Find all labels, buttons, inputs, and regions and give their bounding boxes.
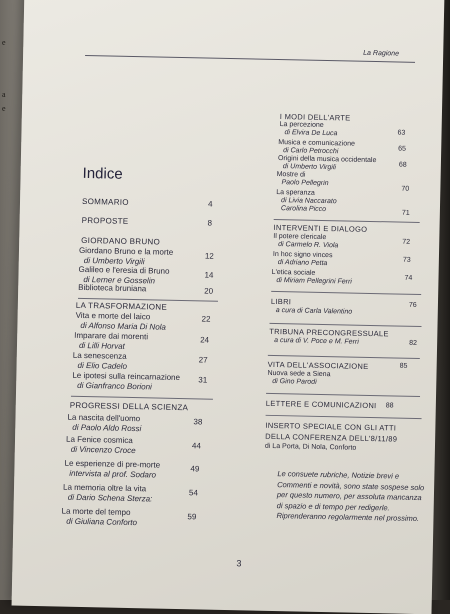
section-modi-arte: I MODI DELL'ARTE — [279, 112, 351, 123]
section-lettere: LETTERE E COMUNICAZIONI — [265, 398, 377, 411]
page-ref: 71 — [401, 209, 410, 217]
toc-entry — [267, 370, 330, 387]
entry-author: intervista al prof. Sodaro — [69, 468, 157, 480]
entry-title: L'etica sociale — [271, 268, 316, 277]
entry-title: Mostre di — [276, 170, 306, 179]
page-ref: 24 — [200, 335, 210, 345]
toc-entry — [278, 139, 355, 157]
page-ref: 44 — [191, 441, 201, 451]
section-rule — [271, 291, 421, 295]
entry-author: Carolina Picco — [280, 205, 327, 214]
toc-entry — [79, 246, 174, 267]
entry-author: di Carlo Petrocchi — [283, 147, 339, 156]
toc-entry — [78, 283, 146, 294]
toc-entry — [64, 459, 160, 480]
entry-author: di Giuliana Conforto — [66, 516, 138, 527]
adjacent-page-glyph: e — [2, 104, 6, 113]
entry-title: La nascita dell'uomo — [67, 412, 141, 424]
page-number: 3 — [236, 558, 242, 569]
page-ref: 54 — [188, 488, 198, 498]
section-tribuna: TRIBUNA PRECONGRESSUALE — [269, 326, 389, 339]
section-proposte: PROPOSTE — [81, 215, 129, 226]
toc-entry — [279, 121, 337, 138]
section-interventi: INTERVENTI E DIALOGO — [273, 222, 368, 234]
section-vita-associazione: VITA DELL'ASSOCIAZIONE — [267, 359, 369, 371]
entry-title: Imparare dai morenti — [74, 330, 149, 342]
page-ref: 22 — [201, 314, 211, 324]
section-rule — [266, 415, 422, 419]
entry-title: In hoc signo vinces — [272, 250, 333, 260]
entry-author: di Livia Naccarato — [281, 197, 337, 206]
entry-author: di Paolo Aldo Rossi — [72, 422, 142, 433]
running-title: La Ragione — [363, 49, 400, 58]
toc-entry — [66, 435, 136, 455]
entry-author: di Umberto Virgili — [83, 255, 145, 266]
entry-author: di Gianfranco Borioni — [77, 380, 152, 391]
entry-title: Le esperienze di pre-morte — [64, 458, 161, 470]
page-ref: 59 — [187, 512, 197, 522]
toc-entry — [75, 311, 166, 332]
entry-author: a cura di V. Poce e M. Ferri — [274, 336, 359, 346]
entry-author: di Dario Schena Sterza: — [67, 492, 153, 503]
toc-entry — [265, 443, 357, 453]
adjacent-page-glyph: a — [2, 90, 6, 99]
entry-author: di Lerner e Gosselin — [83, 274, 156, 285]
page-ref: 73 — [402, 256, 411, 264]
entry-title: Biblioteca bruniana — [78, 282, 147, 294]
entry-author: di Lilli Horvat — [78, 340, 125, 351]
page-ref: 38 — [193, 417, 203, 427]
toc-entry — [74, 331, 148, 352]
page-ref: 85 — [399, 362, 408, 370]
toc-entry — [67, 413, 141, 434]
page-ref: 8 — [207, 218, 213, 228]
page-ref: 4 — [207, 199, 213, 209]
entry-author: di Miriam Pellegrini Ferri — [276, 277, 352, 286]
entry-title: Vita e morte del laico — [75, 310, 151, 322]
toc-entry — [61, 507, 137, 528]
toc-entry — [276, 171, 328, 188]
entry-author: di Adriano Petta — [277, 259, 328, 268]
entry-title: La senescenza — [72, 350, 127, 361]
toc-entry — [273, 233, 339, 250]
entry-title: La memoria oltre la vita — [62, 482, 147, 494]
page-ref: 20 — [204, 286, 214, 296]
section-inserto: INSERTO SPECIALE CON GLI ATTI — [265, 420, 397, 433]
entry-title: Nuova sede a Siena — [267, 369, 331, 379]
entry-author: di Umberto Virgili — [282, 163, 337, 172]
page-ref: 12 — [204, 251, 214, 261]
section-inserto-line2: DELLA CONFERENZA DELL'8/11/89 — [265, 431, 398, 444]
entry-title: La speranza — [276, 188, 315, 197]
page-ref: 68 — [398, 161, 407, 169]
toc-entry — [63, 483, 153, 504]
entry-author: di Elvira De Luca — [284, 129, 338, 138]
section-libri: LIBRI — [270, 296, 292, 307]
entry-title: Musica e comunicazione — [278, 139, 356, 148]
entry-title: Il potere clericale — [273, 232, 327, 242]
section-rule — [71, 396, 213, 400]
section-giordano-bruno: GIORDANO BRUNO — [81, 235, 161, 247]
entry-title: Le ipotesi sulla reincarnazione — [72, 370, 181, 383]
section-sommario: SOMMARIO — [81, 196, 129, 207]
page-ref: 74 — [404, 274, 413, 282]
toc-entry — [271, 307, 353, 317]
page-ref: 63 — [397, 129, 406, 137]
entry-title: La percezione — [279, 121, 324, 129]
section-progressi: PROGRESSI DELLA SCIENZA — [69, 400, 189, 413]
entry-author: di La Porta, Di Nola, Conforto — [264, 442, 357, 452]
toc-entry — [73, 351, 128, 371]
page-ref: 65 — [398, 145, 407, 153]
page-heading: Indice — [82, 164, 123, 183]
entry-author: di Vincenzo Croce — [70, 444, 136, 455]
page-ref: 27 — [198, 355, 208, 365]
entry-author: di Elio Cadelo — [77, 360, 128, 371]
page-ref: 49 — [190, 464, 200, 474]
entry-author: di Gino Parodi — [272, 377, 317, 386]
adjacent-page-glyph: e — [2, 38, 6, 47]
page-ref: 72 — [402, 238, 411, 246]
entry-title: La Fenice cosmica — [65, 434, 133, 446]
editorial-note: Le consuete rubriche, Notizie brevi e Commenti e novità, sono state sospese solo per questo numero, per assoluta mancanza di spazio e di tempo per redigerle. Riprenderanno regolarmente nel prossimo. — [276, 469, 425, 524]
entry-author: a cura di Carla Valentino — [275, 307, 353, 316]
toc-entry — [276, 189, 337, 214]
entry-author: di Alfonso Maria Di Nola — [80, 320, 167, 332]
entry-author: Paolo Pellegrin — [281, 179, 329, 188]
page-ref: 88 — [385, 402, 394, 410]
section-rule — [268, 355, 420, 359]
section-rule — [266, 393, 420, 397]
toc-entry — [273, 251, 333, 268]
entry-title: Origini della musica occidentale — [277, 155, 377, 165]
page-ref: 14 — [204, 270, 214, 280]
page-ref: 76 — [408, 301, 417, 309]
magazine-page — [12, 0, 445, 614]
toc-entry — [271, 269, 352, 287]
toc-entry — [72, 371, 180, 392]
section-rule — [274, 219, 420, 223]
entry-title: Galileo e l'eresia di Bruno — [78, 264, 170, 276]
entry-author: di Carmelo R. Viola — [278, 241, 339, 250]
section-trasformazione: LA TRASFORMAZIONE — [75, 300, 168, 312]
page-ref: 82 — [409, 339, 418, 347]
entry-title: Giordano Bruno e la morte — [78, 245, 174, 257]
toc-entry — [269, 337, 359, 347]
entry-title: La morte del tempo — [61, 506, 131, 518]
page-ref: 31 — [198, 375, 208, 385]
page-ref: 70 — [401, 185, 410, 193]
